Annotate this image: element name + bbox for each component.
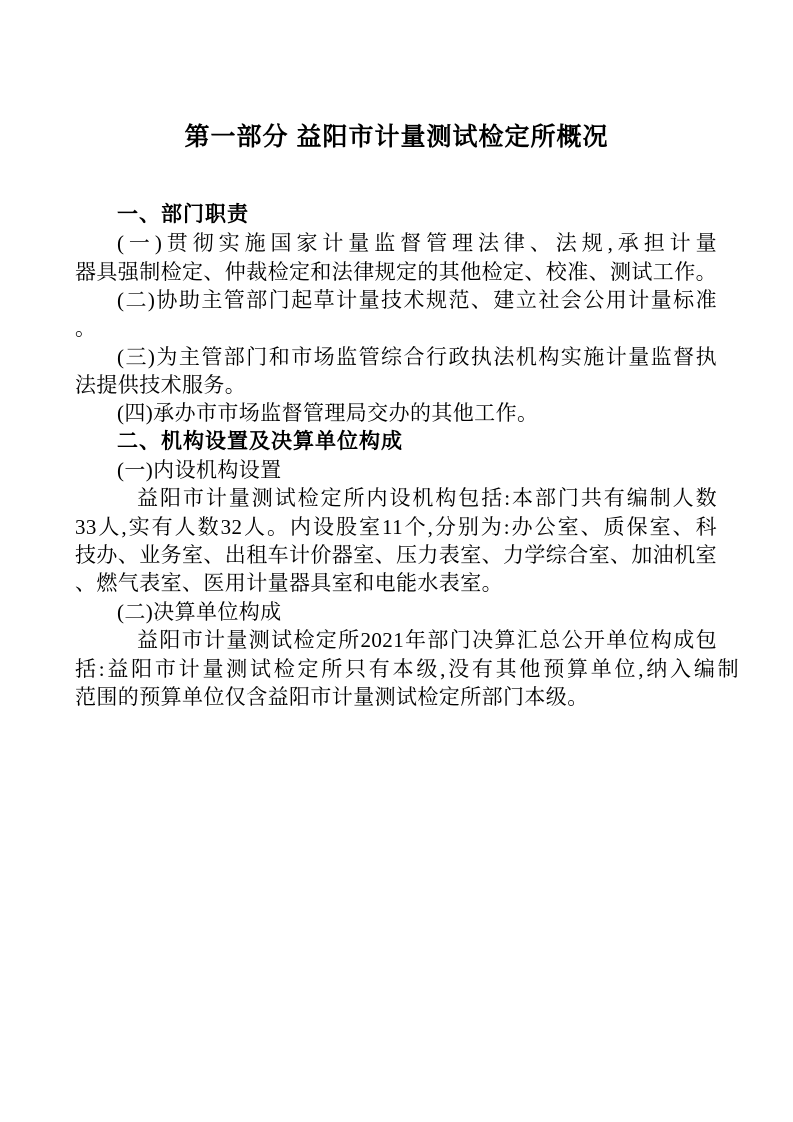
page-title: 第一部分 益阳市计量测试检定所概况: [184, 123, 609, 151]
document-body: [75, 201, 739, 711]
doc-line: 括:益阳市计量测试检定所只有本级,没有其他预算单位,纳入编制: [75, 656, 739, 681]
doc-line: (四)承办市市场监督管理局交办的其他工作。: [117, 401, 539, 426]
doc-line: 器具强制检定、仲裁检定和法律规定的其他检定、校准、测试工作。: [75, 259, 717, 284]
doc-line: (二)协助主管部门起草计量技术规范、建立社会公用计量标准: [117, 288, 717, 313]
doc-line: 。: [75, 316, 97, 341]
doc-line: 33人,实有人数32人。内设股室11个,分别为:办公室、质保室、科: [75, 514, 717, 539]
doc-line: (三)为主管部门和市场监管综合行政执法机构实施计量监督执: [117, 344, 717, 369]
section-heading: 二、机构设置及决算单位构成: [117, 429, 403, 453]
doc-line: (一)内设机构设置: [117, 458, 282, 483]
doc-line: 技办、业务室、出租车计价器室、压力表室、力学综合室、加油机室: [75, 543, 717, 568]
doc-line: (二)决算单位构成: [117, 599, 282, 624]
doc-line: 范围的预算单位仅含益阳市计量测试检定所部门本级。: [75, 684, 589, 709]
doc-line: 法提供技术服务。: [75, 373, 247, 398]
doc-line: 、燃气表室、医用计量器具室和电能水表室。: [75, 571, 503, 596]
section-heading: 一、部门职责: [117, 203, 249, 226]
doc-line: 益阳市计量测试检定所内设机构包括:本部门共有编制人数: [137, 486, 717, 511]
doc-line: 益阳市计量测试检定所2021年部门决算汇总公开单位构成包: [137, 628, 717, 653]
doc-line: (一)贯彻实施国家计量监督管理法律、法规,承担计量: [117, 231, 717, 256]
